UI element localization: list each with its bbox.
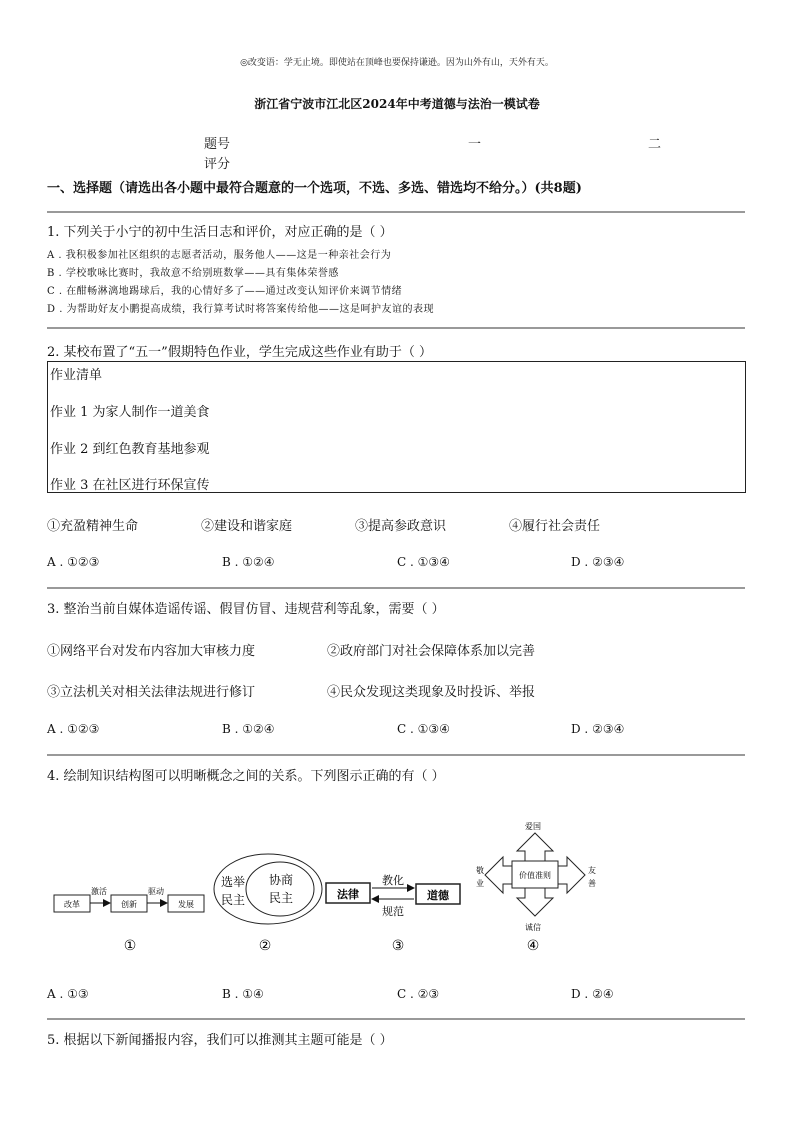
homework-item: 作业 3 在社区进行环保宣传 [50, 478, 210, 493]
diagram4-top-label: 爱国 [525, 822, 541, 831]
q1-option-a: A . 我积极参加社区组织的志愿者活动，服务他人——这是一种亲社会行为 [47, 250, 392, 261]
diagram4-left-label-2: 业 [476, 879, 484, 888]
diagram1-box-development-label: 发展 [178, 900, 194, 909]
diagram4-right-label-1: 友 [588, 866, 596, 875]
divider [47, 587, 745, 589]
q2-option-a: A . ①②③ [47, 555, 100, 569]
homework-item: 作业 1 为家人制作一道美食 [50, 405, 210, 420]
diagram3-box-law-label: 法律 [337, 888, 359, 901]
section-heading: 一、选择题（请选出各小题中最符合题意的一个选项，不选、多选、错选均不给分。）(共8题) [47, 181, 582, 196]
diagram1-number: ① [123, 938, 137, 954]
homework-list-box [47, 361, 746, 493]
page-title: 浙江省宁波市江北区2024年中考道德与法治一模试卷 [254, 97, 540, 111]
diagram4-right-label-2: 善 [588, 879, 596, 888]
diagram-3 [326, 873, 460, 954]
q3-statement-1: ①网络平台对发布内容加大审核力度 [47, 644, 256, 659]
q5-stem: 5. 根据以下新闻播报内容，我们可以推测其主题可能是（ ） [47, 1033, 393, 1048]
diagram1-box-innovation-label: 创新 [121, 900, 137, 909]
diagram3-number: ③ [391, 938, 405, 954]
q1-option-b: B . 学校歌咏比赛时，我故意不给别班数掌——具有集体荣誉感 [47, 268, 339, 279]
diagram4-arrow-up [517, 833, 553, 861]
q4-option-b: B . ①④ [222, 987, 264, 1001]
q4-option-c: C . ②③ [397, 987, 440, 1001]
diagram2-number: ② [258, 938, 272, 954]
diagram1-arrow-1-label: 激活 [91, 887, 107, 896]
divider [47, 754, 745, 756]
q3-statement-2: ②政府部门对社会保障体系加以完善 [327, 644, 536, 659]
q4-option-a: A . ①③ [47, 987, 89, 1001]
diagram4-left-label-1: 敬 [476, 866, 484, 875]
diagram2-inner-ellipse [246, 862, 314, 916]
homework-item: 作业 2 到红色教育基地参观 [50, 442, 210, 457]
q3-option-d: D . ②③④ [571, 722, 625, 736]
q4-option-d: D . ②④ [571, 987, 614, 1001]
diagram3-box-morality-label: 道德 [427, 889, 449, 902]
header-motto: ◎改变语：学无止境。即使站在顶峰也要保持谦逊。因为山外有山，天外有天。 [240, 58, 554, 68]
diagram4-arrow-down [517, 888, 553, 916]
divider [47, 1018, 745, 1020]
diagram3-arrow-right-label: 教化 [382, 874, 404, 887]
diagram4-arrow-right [557, 857, 585, 893]
diagram-1 [54, 886, 204, 954]
q1-stem: 1. 下列关于小宁的初中生活日志和评价，对应正确的是（ ） [47, 225, 393, 240]
diagram-4 [476, 821, 596, 954]
score-table-label-score: 评分 [204, 157, 231, 172]
q2-stem: 2. 某校布置了“五一”假期特色作业，学生完成这些作业有助于（ ） [47, 345, 432, 360]
diagram4-bottom-label: 诚信 [525, 923, 541, 932]
score-table-col-2: 二 [648, 137, 662, 152]
q3-statement-3: ③立法机关对相关法律法规进行修订 [47, 685, 256, 700]
q2-option-d: D . ②③④ [571, 555, 625, 569]
q3-statement-4: ④民众发现这类现象及时投诉、举报 [327, 685, 536, 700]
diagram2-inner-label-2: 民主 [268, 891, 294, 905]
diagram2-outer-label-2: 民主 [220, 893, 246, 907]
diagram3-arrow-left-label: 规范 [382, 905, 404, 918]
q4-stem: 4. 绘制知识结构图可以明晰概念之间的关系。下列图示正确的有（ ） [47, 769, 445, 784]
diagram2-inner-label-1: 协商 [268, 873, 294, 887]
diagram1-arrow-2-label: 驱动 [148, 887, 164, 896]
score-table-col-1: 一 [468, 137, 482, 152]
diagram4-arrow-left [485, 857, 513, 893]
homework-list-title: 作业清单 [50, 368, 103, 383]
q3-option-a: A . ①②③ [47, 722, 100, 736]
q2-option-b: B . ①②④ [222, 555, 275, 569]
diagram4-number: ④ [526, 938, 540, 954]
q2-statement-3: ③提高参政意识 [355, 519, 447, 534]
q4-diagrams [0, 800, 794, 990]
divider [47, 327, 745, 329]
q2-statement-1: ①充盈精神生命 [47, 519, 139, 534]
score-table-label-number: 题号 [204, 137, 231, 152]
q1-option-d: D . 为帮助好友小鹏提高成绩，我行算考试时将答案传给他——这是呵护友谊的表现 [47, 304, 435, 315]
q2-statement-4: ④履行社会责任 [509, 519, 601, 534]
diagram1-box-reform-label: 改革 [64, 900, 80, 909]
q3-option-b: B . ①②④ [222, 722, 275, 736]
q3-option-c: C . ①③④ [397, 722, 450, 736]
q2-statement-2: ②建设和谐家庭 [201, 519, 293, 534]
q3-stem: 3. 整治当前自媒体造谣传谣、假冒仿冒、违规营利等乱象，需要（ ） [47, 602, 445, 617]
divider [47, 211, 745, 213]
q2-option-c: C . ①③④ [397, 555, 450, 569]
diagram2-outer-label-1: 选举 [220, 875, 246, 889]
q1-option-c: C . 在酣畅淋漓地踢球后，我的心情好多了——通过改变认知评价来调节情绪 [47, 286, 403, 297]
diagram4-center-label: 价值准则 [519, 871, 551, 880]
diagram-2 [214, 854, 322, 954]
